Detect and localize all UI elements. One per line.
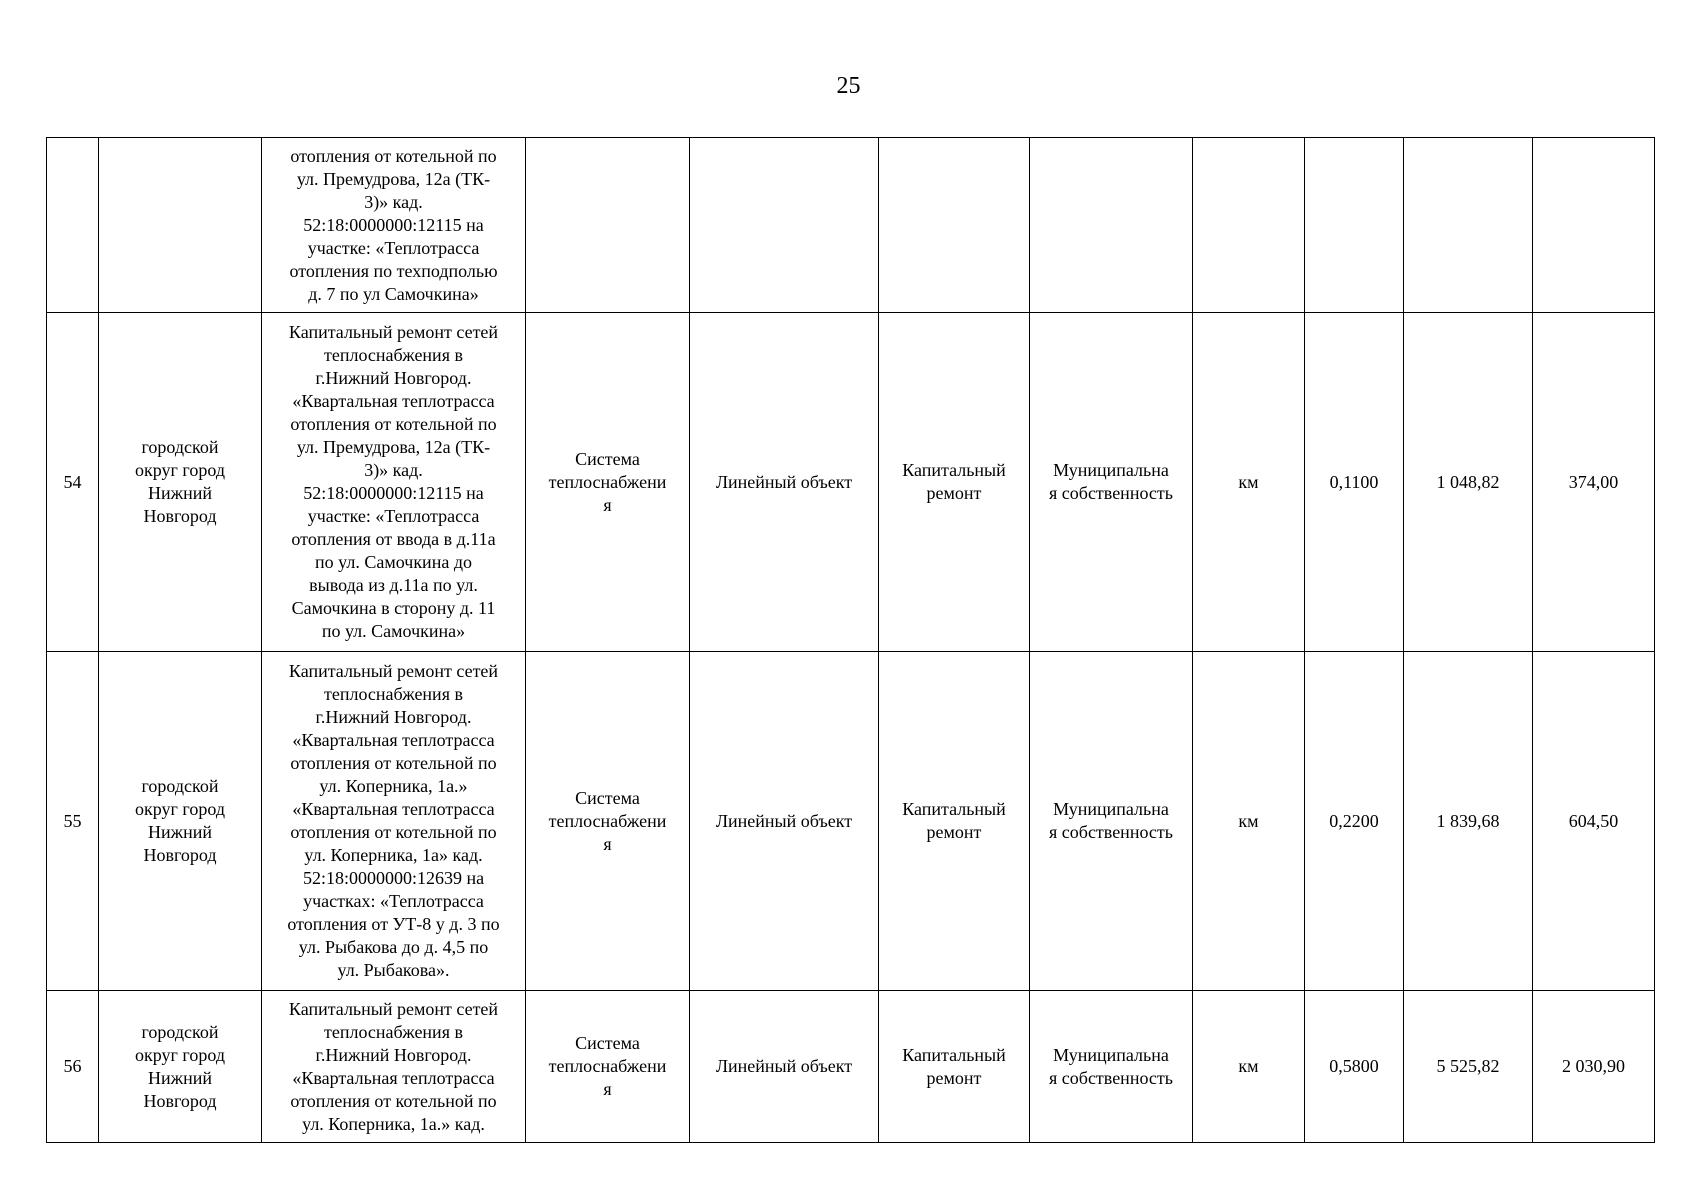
cell-description: Капитальный ремонт сетей теплоснабжения в г.Нижний Новгород. «Квартальная теплотрасса отопления от котельной по ул. Премудрова, 12а (ТК- 3)» кад. 52:18:0000000:12115 на участке: «Теплотрасса отопления от ввода в д.11а по ул. Самочкина до вывода из д.11а по ул. Самочкина в сторону д. 11 по ул. Самочкина» <box>262 313 526 652</box>
cell-ownership: Муниципальна я собственность <box>1030 652 1193 991</box>
cell-cost2: 374,00 <box>1533 313 1655 652</box>
cell-description: Капитальный ремонт сетей теплоснабжения в г.Нижний Новгород. «Квартальная теплотрасса отопления от котельной по ул. Коперника, 1а.» кад. <box>262 991 526 1143</box>
page-number: 25 <box>836 73 861 99</box>
cell-num: 56 <box>47 991 99 1143</box>
table-row <box>47 313 1655 652</box>
cell-description: Капитальный ремонт сетей теплоснабжения в г.Нижний Новгород. «Квартальная теплотрасса отопления от котельной по ул. Коперника, 1а.» «Квартальная теплотрасса отопления от котельной по ул. Коперника, 1а» кад. 52:18:0000000:12639 на участках: «Теплотрасса отопления от УТ-8 у д. 3 по ул. Рыбакова до д. 4,5 по ул. Рыбакова». <box>262 652 526 991</box>
works-table <box>46 137 1655 1143</box>
cell-length <box>1305 138 1404 313</box>
cell-ownership: Муниципальна я собственность <box>1030 313 1193 652</box>
cell-num <box>47 138 99 313</box>
cell-cost2 <box>1533 138 1655 313</box>
cell-object-type <box>690 138 879 313</box>
cell-cost1 <box>1404 138 1533 313</box>
cell-system <box>526 138 690 313</box>
cell-cost1: 5 525,82 <box>1404 991 1533 1143</box>
cell-work-type: Капитальный ремонт <box>879 652 1030 991</box>
cell-num: 54 <box>47 313 99 652</box>
cell-unit: км <box>1193 652 1305 991</box>
cell-municipality: городской округ город Нижний Новгород <box>99 991 262 1143</box>
cell-length: 0,1100 <box>1305 313 1404 652</box>
cell-object-type: Линейный объект <box>690 991 879 1143</box>
table-row-continued <box>47 138 1655 313</box>
cell-work-type <box>879 138 1030 313</box>
cell-unit: км <box>1193 313 1305 652</box>
cell-municipality <box>99 138 262 313</box>
table-row <box>47 991 1655 1143</box>
cell-num: 55 <box>47 652 99 991</box>
cell-cost1: 1 048,82 <box>1404 313 1533 652</box>
cell-system: Система теплоснабжени я <box>526 652 690 991</box>
cell-object-type: Линейный объект <box>690 652 879 991</box>
cell-unit: км <box>1193 991 1305 1143</box>
cell-object-type: Линейный объект <box>690 313 879 652</box>
cell-description: отопления от котельной по ул. Премудрова, 12а (ТК- 3)» кад. 52:18:0000000:12115 на участке: «Теплотрасса отопления по техподполью д. 7 по ул Самочкина» <box>262 138 526 313</box>
cell-work-type: Капитальный ремонт <box>879 313 1030 652</box>
cell-system: Система теплоснабжени я <box>526 313 690 652</box>
cell-ownership <box>1030 138 1193 313</box>
cell-unit <box>1193 138 1305 313</box>
cell-system: Система теплоснабжени я <box>526 991 690 1143</box>
cell-municipality: городской округ город Нижний Новгород <box>99 652 262 991</box>
cell-length: 0,5800 <box>1305 991 1404 1143</box>
cell-cost2: 604,50 <box>1533 652 1655 991</box>
cell-length: 0,2200 <box>1305 652 1404 991</box>
cell-work-type: Капитальный ремонт <box>879 991 1030 1143</box>
table-row <box>47 652 1655 991</box>
cell-ownership: Муниципальна я собственность <box>1030 991 1193 1143</box>
cell-cost2: 2 030,90 <box>1533 991 1655 1143</box>
cell-cost1: 1 839,68 <box>1404 652 1533 991</box>
cell-municipality: городской округ город Нижний Новгород <box>99 313 262 652</box>
